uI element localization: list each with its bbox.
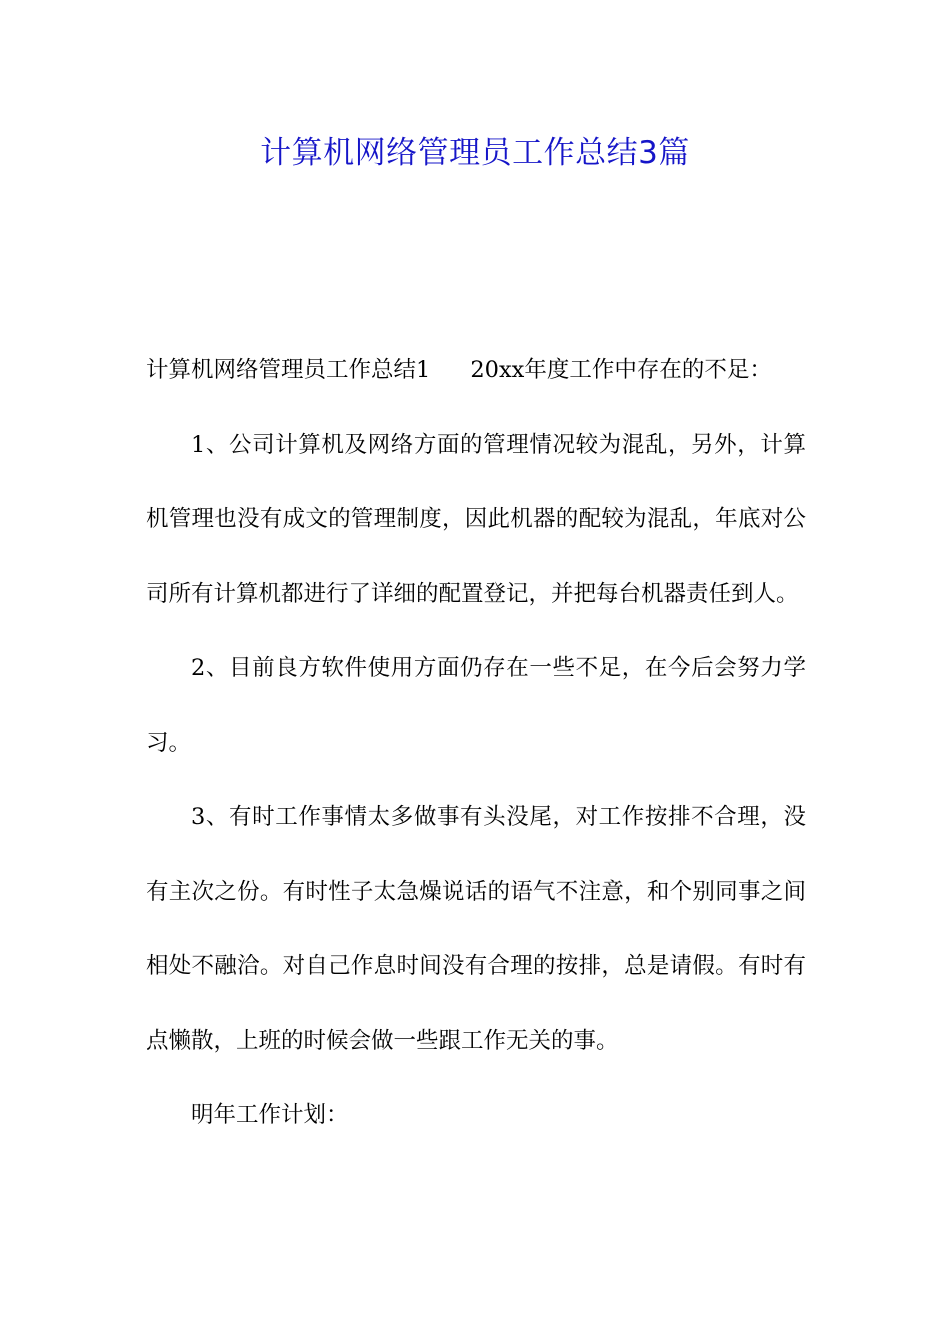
paragraph-1: 1、公司计算机及网络方面的管理情况较为混乱，另外，计算机管理也没有成文的管理制度，因此机器的配较为混乱，年底对公司所有计算机都进行了详细的配置登记，并把每台机器责任到人。 — [146, 431, 806, 607]
document-body — [146, 333, 806, 1153]
paragraph-3: 3、有时工作事情太多做事有头没尾，对工作按排不合理，没有主次之份。有时性子太急燥说话的语气不注意，和个别同事之间相处不融洽。对自己作息时间没有合理的按排，总是请假。有时有点懒散，上班的时候会做一些跟工作无关的事。 — [146, 804, 806, 1054]
intro-text: 20xx年度工作中存在的不足： — [470, 357, 772, 383]
document-title: 计算机网络管理员工作总结3篇 — [260, 135, 690, 171]
paragraph-2: 2、目前良方软件使用方面仍存在一些不足，在今后会努力学习。 — [146, 655, 806, 756]
first-line — [146, 333, 806, 408]
section-heading: 计算机网络管理员工作总结1 — [146, 357, 431, 383]
paragraph-4: 明年工作计划： — [191, 1102, 349, 1128]
